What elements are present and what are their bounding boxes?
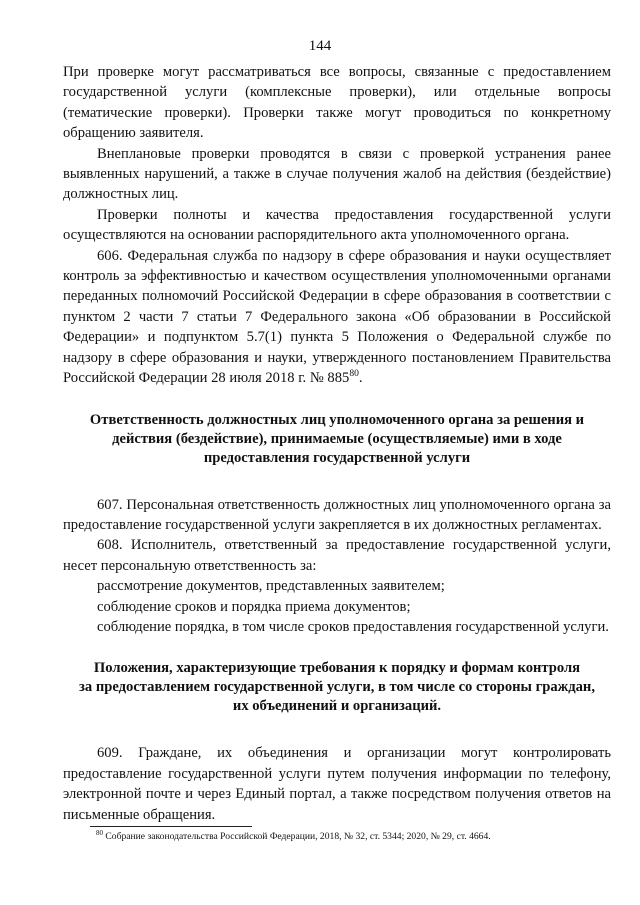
heading-line: предоставления государственной услуги [203, 449, 471, 466]
paragraph-unscheduled-inspections: Внеплановые проверки проводятся в связи с проверкой устранения ранее выявленных нарушений, а также в случае получения жалоб на действия (бездействие) должностных лиц. [63, 145, 611, 203]
heading-line: Ответственность должностных лиц уполномоченного органа за решения и [89, 411, 585, 428]
paragraph-609: 609. Граждане, их объединения и организации могут контролировать предоставление государственной услуги путем получения информации по телефону, электронной почте и через Единый портал, а также посредством получения ответов на письменные обращения. [63, 745, 611, 823]
footnote-marker: 80 [96, 828, 103, 837]
paragraph-608: 608. Исполнитель, ответственный за предоставление государственной услуги, несет персональную ответственность за: [63, 537, 611, 574]
footnote-reference: 80 [349, 369, 359, 380]
section-heading-responsibility [63, 411, 611, 468]
paragraph-inspection-scope: При проверке могут рассматриваться все вопросы, связанные с предоставлением государственной услуги (комплексные проверки), или отдельные вопросы (тематические проверки). Проверки также могут проводиться по конкретному обращению заявителя. [63, 64, 611, 142]
paragraph-606-text: 606. Федеральная служба по надзору в сфере образования и науки осуществляет контроль за эффективностью и качеством осуществления уполномоченными органами переданных полномочий Российской Федерации в сфере образования в соответствии с пунктом 2 части 7 статьи 7 Федерального закона «Об образовании в Российской Федерации» и подпунктом 5.7(1) пункта 5 Положения о Федеральной службе по надзору в сфере образования и науки, утвержденного постановлением Правительства Российской Федерации 28 июля 2018 г. № 885 [63, 247, 611, 387]
heading-line: за предоставлением государственной услуги, в том числе со стороны граждан, [79, 679, 595, 696]
list-item-deadlines: соблюдение сроков и порядка приема документов; [97, 598, 411, 615]
footnote [96, 830, 596, 844]
list-item-documents: рассмотрение документов, представленных заявителем; [97, 578, 445, 595]
page-number: 144 [308, 38, 332, 54]
footnote-divider [90, 826, 252, 827]
heading-line: Положения, характеризующие требования к порядку и формам контроля [93, 660, 581, 677]
paragraph-607: 607. Персональная ответственность должностных лиц уполномоченного органа за предоставление государственной услуги закрепляется в их должностных регламентах. [63, 496, 611, 533]
section-heading-control [63, 659, 611, 716]
paragraph-606-end: . [358, 370, 363, 387]
paragraph-inspection-basis: Проверки полноты и качества предоставления государственной услуги осуществляются на основании распорядительного акта уполномоченного органа. [63, 206, 611, 244]
page-body [63, 62, 611, 825]
footnote-text: Собрание законодательства Российской Федерации, 2018, № 32, ст. 5344; 2020, № 29, ст. 4664. [105, 831, 491, 842]
heading-line: их объединений и организаций. [232, 698, 442, 715]
heading-line: действия (бездействие), принимаемые (осуществляемые) ими в ходе [112, 430, 562, 447]
list-item-procedure: соблюдение порядка, в том числе сроков предоставления государственной услуги. [97, 618, 609, 635]
paragraph-606 [63, 246, 611, 389]
